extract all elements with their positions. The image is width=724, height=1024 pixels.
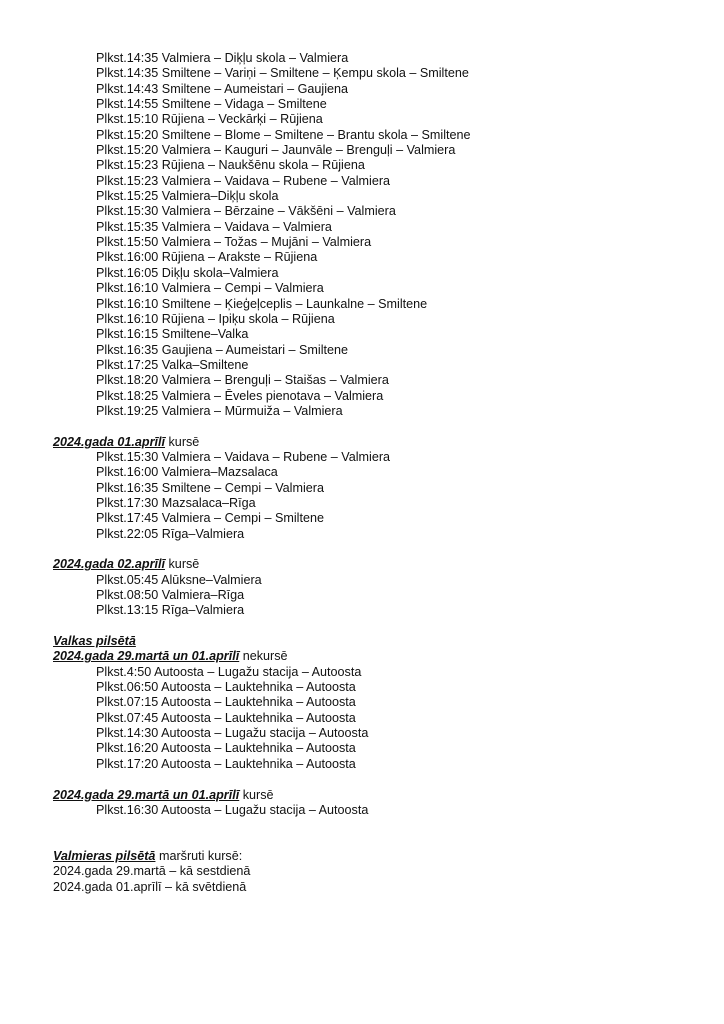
- trip-line: Plkst.08:50 Valmiera–Rīga: [96, 588, 245, 603]
- trip-line: Plkst.13:15 Rīga–Valmiera: [96, 603, 245, 618]
- spacer: [53, 772, 704, 787]
- spacer: [53, 542, 704, 557]
- trip-line: Plkst.16:20 Autoosta – Lauktehnika – Autoosta: [96, 741, 356, 756]
- trip-line: Plkst.16:05 Diķļu skola–Valmiera: [96, 265, 279, 280]
- section-heading: [53, 557, 704, 572]
- april01-section: [53, 435, 704, 542]
- trip-line: Plkst.19:25 Valmiera – Mūrmuiža – Valmiera: [96, 403, 343, 418]
- trip-line: Plkst.05:45 Alūksne–Valmiera: [96, 572, 262, 587]
- section-status: maršruti kursē:: [155, 848, 243, 863]
- trip-line: Plkst.18:20 Valmiera – Brenguļi – Staišas – Valmiera: [96, 373, 389, 388]
- trip-line: Plkst.15:23 Valmiera – Vaidava – Rubene – Valmiera: [96, 173, 391, 188]
- trip-line: Plkst.4:50 Autoosta – Lugažu stacija – Autoosta: [96, 664, 362, 679]
- trip-line: Plkst.16:15 Smiltene–Valka: [96, 327, 249, 342]
- trip-line: Plkst.16:10 Valmiera – Cempi – Valmiera: [96, 281, 324, 296]
- trip-line: Plkst.06:50 Autoosta – Lauktehnika – Autoosta: [96, 680, 356, 695]
- trip-line: Plkst.14:30 Autoosta – Lugažu stacija – Autoosta: [96, 726, 369, 741]
- spacer: [53, 818, 704, 849]
- trip-line: Plkst.17:45 Valmiera – Cempi – Smiltene: [96, 511, 324, 526]
- trip-line: Plkst.18:25 Valmiera – Ēveles pienotava – Valmiera: [96, 388, 384, 403]
- intro-trip-list: [53, 51, 704, 419]
- trip-line: Plkst.16:35 Gaujiena – Aumeistari – Smiltene: [96, 342, 349, 357]
- spacer: [53, 619, 704, 634]
- section-heading: [53, 649, 704, 664]
- section-heading: [53, 788, 704, 803]
- schedule-document: [53, 51, 704, 895]
- trip-line: Plkst.14:55 Smiltene – Vidaga – Smiltene: [96, 97, 327, 112]
- trip-line: Plkst.15:30 Valmiera – Vaidava – Rubene – Valmiera: [96, 449, 391, 464]
- april02-section: [53, 557, 704, 618]
- section-status: kursē: [165, 434, 200, 449]
- trip-line: Plkst.16:00 Valmiera–Mazsalaca: [96, 465, 278, 480]
- spacer: [53, 419, 704, 434]
- trip-line: Plkst.16:10 Smiltene – Ķieģeļceplis – Launkalne – Smiltene: [96, 296, 428, 311]
- trip-line: Plkst.17:25 Valka–Smiltene: [96, 357, 249, 372]
- section-date: 2024.gada 29.martā un 01.aprīlī: [53, 649, 240, 664]
- section-date: 2024.gada 02.aprīlī: [53, 557, 166, 572]
- trip-line: Plkst.15:30 Valmiera – Bērzaine – Vākšēni – Valmiera: [96, 204, 396, 219]
- trip-line: Plkst.22:05 Rīga–Valmiera: [96, 526, 245, 541]
- valmiera-city-section: [53, 849, 704, 895]
- trip-line: Plkst.16:00 Rūjiena – Arakste – Rūjiena: [96, 250, 318, 265]
- trip-line: Plkst.16:30 Autoosta – Lugažu stacija – Autoosta: [96, 802, 369, 817]
- trip-line: Plkst.17:20 Autoosta – Lauktehnika – Autoosta: [96, 756, 356, 771]
- section-heading: [53, 849, 704, 864]
- trip-line: Plkst.17:30 Mazsalaca–Rīga: [96, 495, 256, 510]
- trip-line: Plkst.16:35 Smiltene – Cempi – Valmiera: [96, 480, 324, 495]
- trip-line: Plkst.07:15 Autoosta – Lauktehnika – Autoosta: [96, 695, 356, 710]
- section-date: 2024.gada 29.martā un 01.aprīlī: [53, 787, 240, 802]
- section-status: kursē: [165, 557, 200, 572]
- trip-line: Plkst.15:35 Valmiera – Vaidava – Valmiera: [96, 219, 332, 234]
- trip-line: Plkst.16:10 Rūjiena – Ipiķu skola – Rūjiena: [96, 311, 335, 326]
- trip-line: Plkst.15:25 Valmiera–Diķļu skola: [96, 189, 279, 204]
- city-name: Valmieras pilsētā: [53, 848, 156, 863]
- trip-line: Plkst.14:35 Valmiera – Diķļu skola – Valmiera: [96, 51, 349, 65]
- info-line: 2024.gada 29.martā – kā sestdienā: [53, 864, 251, 879]
- city-name: Valkas pilsētā: [53, 634, 136, 649]
- trip-line: Plkst.15:20 Smiltene – Blome – Smiltene – Brantu skola – Smiltene: [96, 127, 471, 142]
- section-status: kursē: [239, 787, 274, 802]
- section-heading: [53, 435, 704, 450]
- section-status: nekursē: [239, 649, 288, 664]
- trip-line: Plkst.07:45 Autoosta – Lauktehnika – Autoosta: [96, 710, 356, 725]
- trip-line: Plkst.15:20 Valmiera – Kauguri – Jaunvāle – Brenguļi – Valmiera: [96, 143, 456, 158]
- valka-section: [53, 634, 704, 818]
- trip-line: Plkst.15:23 Rūjiena – Naukšēnu skola – Rūjiena: [96, 158, 365, 173]
- trip-line: Plkst.15:10 Rūjiena – Veckārķi – Rūjiena: [96, 112, 323, 127]
- trip-line: Plkst.14:35 Smiltene – Variņi – Smiltene – Ķempu skola – Smiltene: [96, 66, 469, 81]
- trip-line: Plkst.15:50 Valmiera – Tožas – Mujāni – Valmiera: [96, 235, 372, 250]
- section-date: 2024.gada 01.aprīlī: [53, 434, 166, 449]
- trip-line: Plkst.14:43 Smiltene – Aumeistari – Gaujiena: [96, 81, 349, 96]
- city-heading: [53, 634, 704, 649]
- info-line: 2024.gada 01.aprīlī – kā svētdienā: [53, 879, 247, 894]
